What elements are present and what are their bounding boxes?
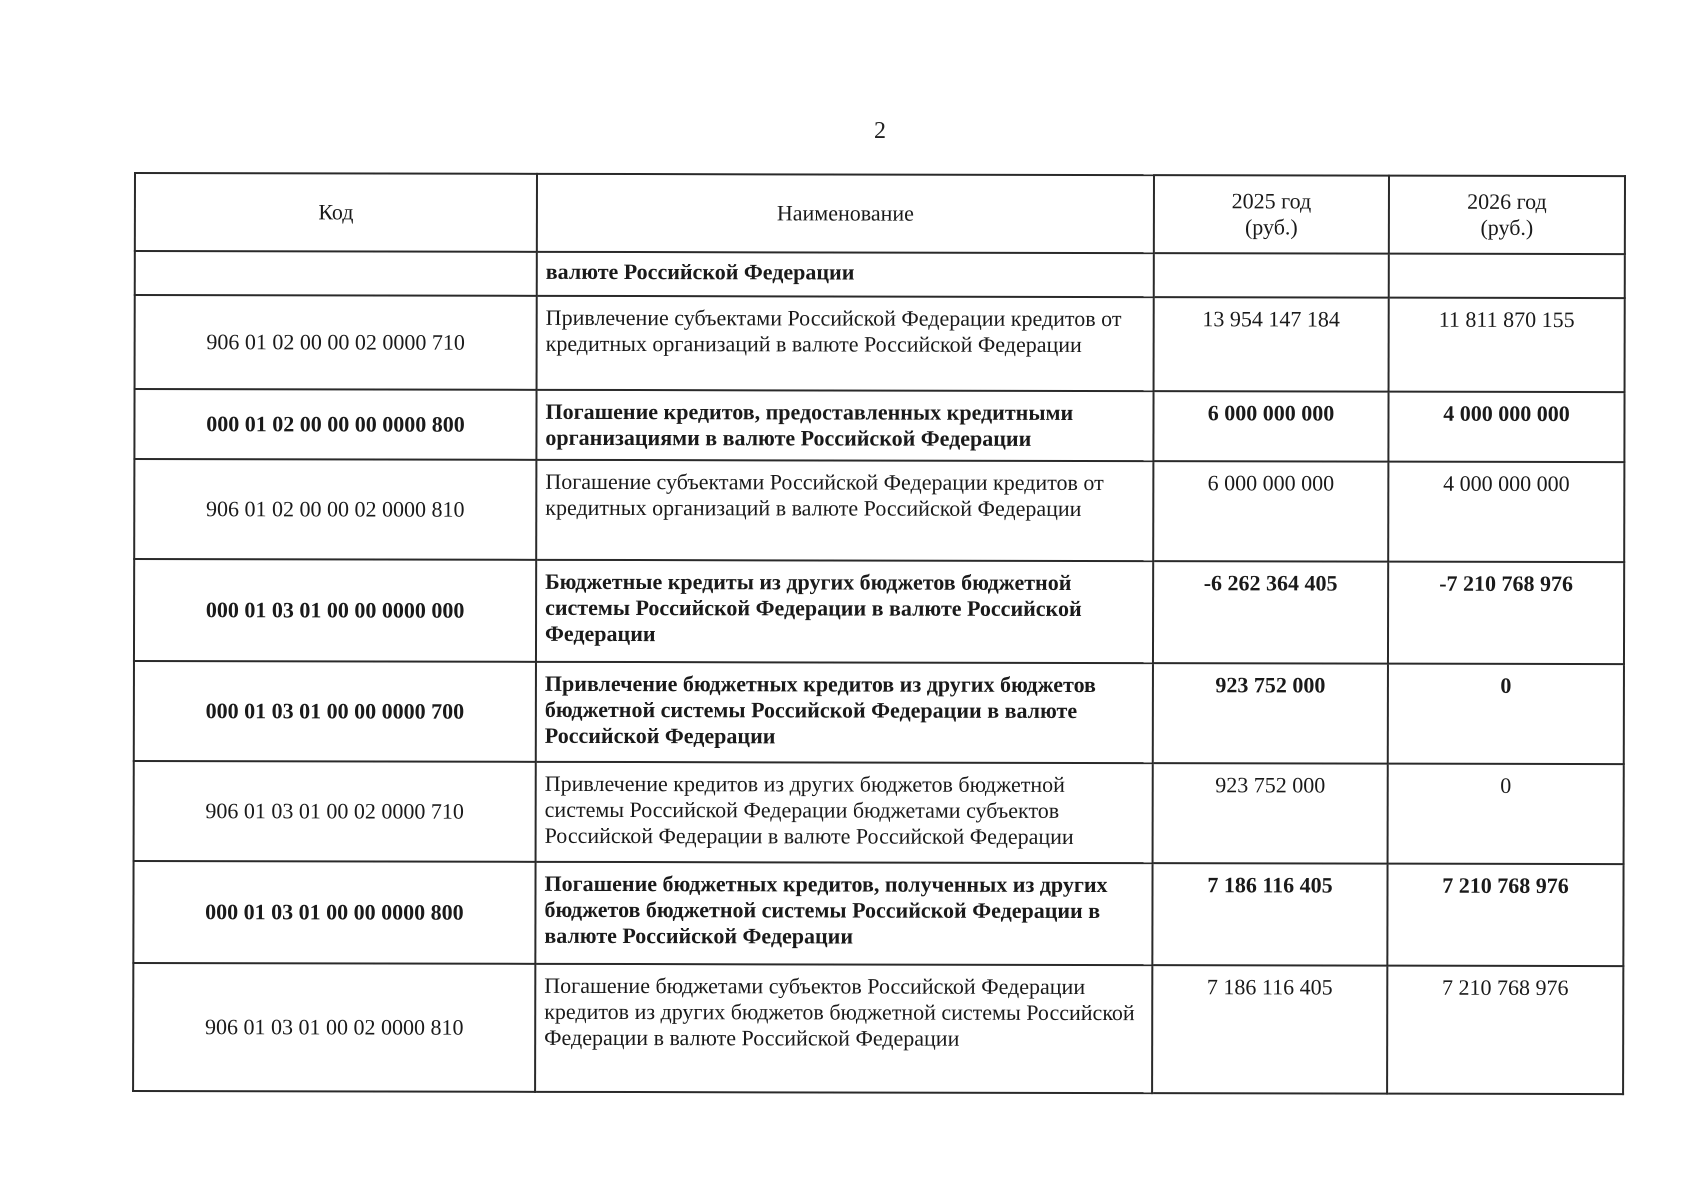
- row-amount-2025: 6 000 000 000: [1153, 391, 1388, 461]
- row-amount-2026: 7 210 768 976: [1387, 966, 1623, 1094]
- row-name: Привлечение бюджетных кредитов из других бюджетов бюджетной системы Российской Федерации в валюте Российской Федерации: [536, 662, 1153, 763]
- row-name: Погашение субъектами Российской Федерации кредитов от кредитных организаций в валюте Российской Федерации: [536, 460, 1153, 561]
- header-2026: [1389, 176, 1625, 254]
- header-2025-unit: (руб.): [1244, 214, 1298, 240]
- header-2025-year: 2025 год: [1231, 188, 1312, 214]
- row-amount-2026: 4 000 000 000: [1388, 462, 1624, 562]
- row-code: 000 01 03 01 00 00 0000 800: [133, 861, 535, 964]
- header-2025: [1154, 175, 1389, 253]
- row-code: 000 01 03 01 00 00 0000 700: [134, 661, 536, 762]
- table-row: [134, 559, 1624, 664]
- row-name: Погашение бюджетных кредитов, полученных из других бюджетов бюджетной системы Российской Федерации в валюте Российской Федерации: [535, 862, 1152, 965]
- row-code: 906 01 02 00 00 02 0000 810: [134, 459, 536, 560]
- row-amount-2026: 7 210 768 976: [1387, 864, 1623, 966]
- row-amount-2025: 923 752 000: [1153, 663, 1388, 763]
- table-row: [135, 251, 1625, 298]
- row-name: Погашение кредитов, предоставленных кредитными организациями в валюте Российской Федерации: [536, 390, 1153, 461]
- budget-table: [132, 172, 1626, 1095]
- table-row: [134, 761, 1624, 864]
- row-code: 906 01 03 01 00 02 0000 710: [134, 761, 536, 862]
- header-2026-year: 2026 год: [1467, 188, 1547, 214]
- row-amount-2026: -7 210 768 976: [1388, 562, 1624, 664]
- page-number: 2: [874, 118, 886, 144]
- row-code: 000 01 03 01 00 00 0000 000: [134, 559, 536, 662]
- table-row: [135, 295, 1625, 392]
- header-2026-unit: (руб.): [1480, 214, 1534, 240]
- row-code: 000 01 02 00 00 00 0000 800: [134, 389, 536, 460]
- table-row: [134, 389, 1624, 462]
- row-amount-2025: 13 954 147 184: [1154, 297, 1389, 391]
- table-header-row: [135, 173, 1625, 254]
- row-name: Погашение бюджетами субъектов Российской Федерации кредитов из других бюджетов бюджетной системы Российской Федерации в валюте Российской Федерации: [535, 964, 1152, 1093]
- row-amount-2025: 7 186 116 405: [1152, 965, 1387, 1093]
- table-row: [133, 963, 1623, 1094]
- table-row: [133, 861, 1623, 966]
- row-amount-2025: -6 262 364 405: [1153, 561, 1388, 663]
- row-amount-2026: [1389, 254, 1625, 298]
- header-name: Наименование: [537, 174, 1154, 253]
- row-code: 906 01 03 01 00 02 0000 810: [133, 963, 535, 1092]
- row-amount-2025: 6 000 000 000: [1153, 461, 1388, 561]
- row-amount-2026: 0: [1388, 764, 1624, 864]
- row-code: [135, 251, 537, 296]
- table-row: [134, 661, 1624, 764]
- row-code: 906 01 02 00 00 02 0000 710: [135, 295, 537, 390]
- row-name: Привлечение субъектами Российской Федерации кредитов от кредитных организаций в валюте Российской Федерации: [537, 296, 1154, 391]
- row-amount-2025: 923 752 000: [1153, 763, 1388, 863]
- table-row: [134, 459, 1624, 562]
- row-name: валюте Российской Федерации: [537, 252, 1154, 297]
- row-name: Привлечение кредитов из других бюджетов бюджетной системы Российской Федерации бюджетами субъектов Российской Федерации в валюте Российской Федерации: [536, 762, 1153, 863]
- header-code: Код: [135, 173, 537, 252]
- row-amount-2026: 4 000 000 000: [1388, 392, 1624, 462]
- row-amount-2026: 11 811 870 155: [1389, 298, 1625, 392]
- row-name: Бюджетные кредиты из других бюджетов бюджетной системы Российской Федерации в валюте Российской Федерации: [536, 560, 1153, 663]
- row-amount-2026: 0: [1388, 664, 1624, 764]
- row-amount-2025: 7 186 116 405: [1152, 863, 1387, 965]
- row-amount-2025: [1154, 253, 1389, 297]
